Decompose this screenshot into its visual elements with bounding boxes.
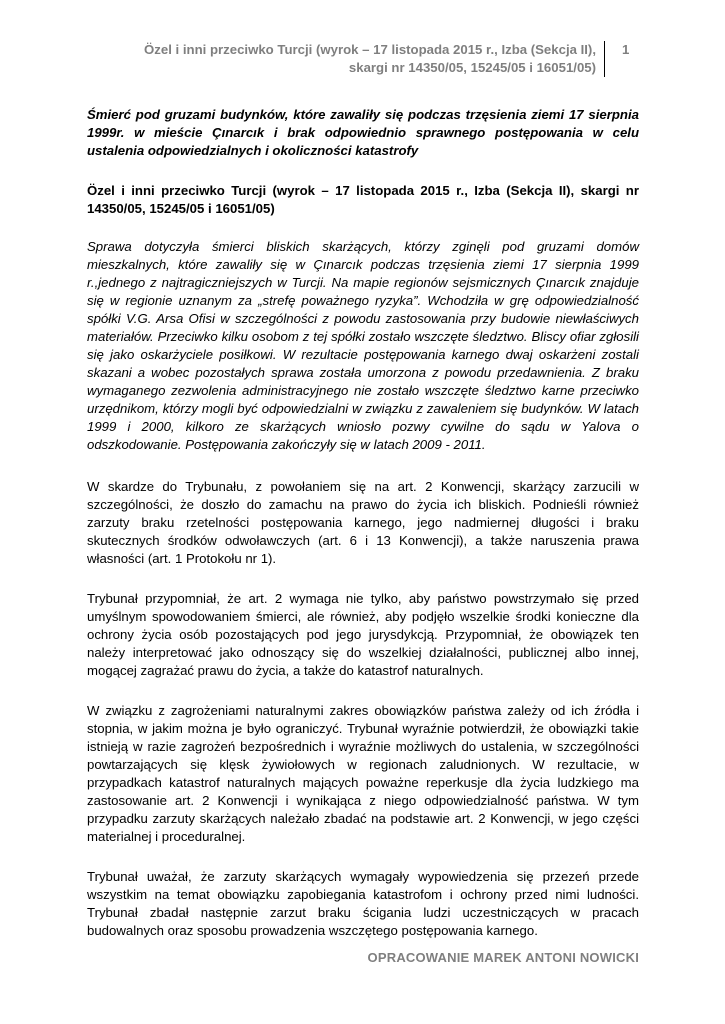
body-paragraph: W związku z zagrożeniami naturalnymi zakres obowiązków państwa zależy od ich źródła i stopnia, w jakim można je było ograniczyć. Trybunał wyraźnie potwierdził, że obowiązki takie istnieją w razie zagrożeń bezpośrednich i wyraźnie możliwych do ustalenia, w szczególności powtarzających się klęsk żywiołowych w regionach zaludnionych. W rezultacie, w przypadkach katastrof naturalnych mających poważne reperkusje dla życia ludzkiego ma zastosowanie art. 2 Konwencji i wynikająca z niego odpowiedzialność państwa. W tym przypadku zarzuty skarżących należało zbadać na podstawie art. 2 Konwencji, w jego części materialnej i proceduralnej. [87,703,639,844]
body-paragraph: W skardze do Trybunału, z powołaniem się na art. 2 Konwencji, skarżący zarzucili w szczególności, że doszło do zamachu na prawo do życia ich bliskich. Podnieśli również zarzuty braku rzetelności postępowania karnego, jego nadmiernej długości i braku skutecznych środków odwoławczych (art. 6 i 13 Konwencji), a także naruszenia prawa własności (art. 1 Protokołu nr 1). [87,479,639,566]
case-summary: Sprawa dotyczyła śmierci bliskich skarżących, którzy zginęli pod gruzami domów mieszkalnych, które zawaliły się w Çınarcık podczas trzęsienia ziemi 17 sierpnia 1999 r.,jednego z najtragiczniejszych w Turcji. Na mapie regionów sejsmicznych Çınarcık znajduje się w regionie uznanym za „strefę poważnego ryzyka”. Wchodziła w grę odpowiedzialność spółki V.G. Arsa Ofisi w szczególności z powodu zastosowania przy budowie niewłaściwych materiałów. Przeciwko kilku osobom z tej spółki zostało wszczęte śledztwo. Bliscy ofiar zgłosili się jako oskarżyciele posiłkowi. W rezultacie postępowania karnego dwaj oskarżeni zostali skazani a wobec pozostałych sprawa została umorzona z powodu przedawnienia. Z braku wymaganego zezwolenia administracyjnego nie zostało wszczęte śledztwo karne przeciwko urzędnikom, którzy mogli być odpowiedzialni w związku z zawaleniem się budynków. W latach 1999 i 2000, kilkoro ze skarżących wniosło pozwy cywilne do sądu w Yalova o odszkodowanie. Postępowania zakończyły się w latach 2009 - 2011. [87,239,639,452]
document-headline: Śmierć pod gruzami budynków, które zawaliły się podczas trzęsienia ziemi 17 sierpnia 1999r. w mieście Çınarcık i brak odpowiednio sprawnego postępowania w celu ustalenia odpowiedzialnych i okoliczności katastrofy [87,107,639,158]
running-header [96,41,605,77]
body-paragraph: Trybunał przypomniał, że art. 2 wymaga nie tylko, aby państwo powstrzymało się przed umyślnym spowodowaniem śmierci, ale również, aby podjęło wszelkie środki konieczne dla ochrony życia osób pozostających pod jego jurysdykcją. Przypomniał, że obowiązek ten należy interpretować jako odnoszący się do wszelkiej działalności, publicznej albo innej, mogącej zagrażać prawu do życia, a także do katastrof naturalnych. [87,591,639,678]
case-title: Özel i inni przeciwko Turcji (wyrok – 17 listopada 2015 r., Izba (Sekcja II), skargi nr 14350/05, 15245/05 i 16051/05) [87,183,639,216]
document-body [87,106,639,962]
running-header-line-1: Özel i inni przeciwko Turcji (wyrok – 17 listopada 2015 r., Izba (Sekcja II), [144,42,596,57]
running-header-line-2: skargi nr 14350/05, 15245/05 i 16051/05) [348,60,596,75]
page-number: 1 [622,42,630,57]
footer-author: OPRACOWANIE MAREK ANTONI NOWICKI [367,950,639,965]
body-paragraph: Trybunał uważał, że zarzuty skarżących wymagały wypowiedzenia się przezeń przede wszystkim na temat obowiązku zapobiegania katastrofom i ochrony przed nimi ludności. Trybunał zbadał następnie zarzut braku ścigania ludzi uczestniczących w pracach budowalnych oraz sposobu prowadzenia wszczętego postępowania karnego. [87,869,639,938]
